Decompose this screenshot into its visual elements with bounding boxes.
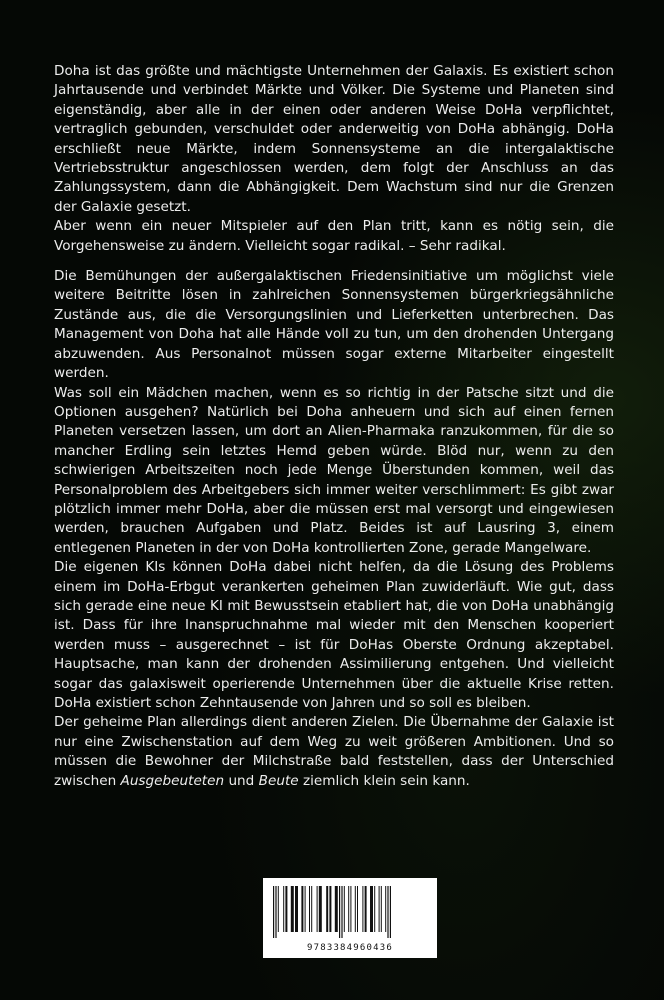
barcode-bar (329, 886, 331, 932)
barcode-bar (283, 886, 284, 932)
barcode-bars (271, 886, 429, 938)
barcode-bar (387, 886, 388, 938)
barcode-bar (339, 886, 340, 938)
barcode-bar (362, 886, 363, 932)
back-cover-blurb (54, 62, 614, 791)
barcode-bar (295, 886, 298, 932)
barcode-bar (370, 886, 373, 932)
barcode-bar (381, 886, 382, 932)
barcode-bar (344, 886, 345, 932)
barcode-bar (326, 886, 328, 932)
barcode-bar (273, 886, 274, 938)
barcode-bar (335, 886, 338, 932)
blurb-paragraph-5: Die eigenen KIs können DoHa dabei nicht helfen, da die Lösung des Problems einem im DoHa-Erbgut verankerten geheimen Plan zuwiderläuft. Wie gut, dass sich gerade eine neue KI mit Bewusstsein etabliert hat, die von DoHa unabhängig ist. Dass für ihre Inanspruchnahme mal wieder mit den Menschen kooperiert werden muss – ausgerechnet – ist für DoHas Oberste Ordnung akzeptabel. Hauptsache, man kann der drohenden Assimilierung entgehen. Und vielleicht sogar das galaxisweit operierende Unternehmen über die aktuelle Krise retten. DoHa existiert schon Zehntausende von Jahren und so soll es bleiben. (54, 559, 614, 711)
barcode-bar (365, 886, 367, 932)
barcode-bar (319, 886, 322, 932)
barcode-bar (379, 886, 380, 932)
barcode-bar (341, 886, 342, 938)
blurb-paragraph-6 (54, 713, 614, 791)
barcode-bar (357, 886, 358, 932)
blurb-paragraph-3: Die Bemühungen der außergalaktischen Friedensinitiative um möglichst viele weitere Beitritte lösen in zahlreichen Sonnensystemen bürgerkriegsähnliche Zustände aus, die die Versorgungslinien und Lieferketten unterbrechen. Das Management von Doha hat alle Hände voll zu tun, um den drohenden Untergang abzuwenden. Aus Personalnot müssen sogar externe Mitarbeiter eingestellt werden. (54, 268, 614, 382)
blurb-italic-beute: Beute (258, 772, 299, 789)
barcode-bar (348, 886, 349, 932)
blurb-italic-ausgebeuteten: Ausgebeuteten (120, 772, 225, 789)
barcode-bar (317, 886, 318, 932)
blurb-paragraph-2: Aber wenn ein neuer Mitspieler auf den Plan tritt, kann es nötig sein, die Vorgehensweise zu ändern. Vielleicht sogar radikal. – Sehr radikal. (54, 218, 614, 254)
barcode-bar (350, 886, 351, 932)
barcode-bar (390, 886, 391, 938)
blurb-paragraph-4: Was soll ein Mädchen machen, wenn es so richtig in der Patsche sitzt und die Optionen ausgehen? Natürlich bei Doha anheuern und sich auf einen fernen Planeten versetzen lassen, um dort an Alien-Pharmaka ranzukommen, für die so mancher Erdling sein letztes Hemd geben würde. Blöd nur, wenn zu den schwierigen Arbeitszeiten noch jede Menge Überstunden kommen, weil das Personalproblem des Arbeitgebers sich immer weiter verschlimmert: Es gibt zwar plötzlich immer mehr DoHa, aber die müssen erst mal versorgt und eingewiesen werden, brauchen Aufgaben und Platz. Beides ist auf Lausring 3, einem entlegenen Planeten in der von DoHa kontrollierten Zone, gerade Mangelware. (54, 384, 614, 556)
barcode-bar (355, 886, 356, 932)
blurb-paragraph-1: Doha ist das größte und mächtigste Unternehmen der Galaxis. Es existiert schon Jahrtausende und verbindet Märkte und Völker. Die Systeme und Planeten sind eigenständig, aber alle in der einen oder anderen Weise DoHa verpflichtet, vertraglich gebunden, verschuldet oder anderweitig von DoHa abhängig. DoHa erschließt neue Märkte, indem Sonnensysteme an die intergalaktische Vertriebsstruktur angeschlossen werden, dem folgt der Anschluss an das Zahlungssystem, dann die Abhängigkeit. Dem Wachstum sind nur die Grenzen der Galaxie gesetzt. (54, 63, 614, 215)
barcode-bar (374, 886, 375, 932)
barcode-bar (309, 886, 310, 932)
isbn-digits: 9783384960436 (306, 943, 394, 953)
blurb-paragraph-6-and: und (224, 772, 259, 789)
barcode-bar (275, 886, 276, 938)
barcode-bar (385, 886, 386, 932)
barcode-bar (305, 886, 306, 932)
barcode-bar (301, 886, 303, 932)
blurb-paragraph-6-end: ziemlich klein sein kann. (298, 772, 470, 789)
barcode-bar (278, 886, 279, 932)
isbn-barcode (263, 878, 437, 958)
barcode-bar (311, 886, 312, 932)
barcode-bar (291, 886, 294, 932)
blurb-paragraph-6-text: Der geheime Plan allerdings dient anderen Zielen. Die Übernahme der Galaxie ist nur eine Zwischenstation auf dem Weg zu weit größeren Ambitionen. Und so müssen die Bewohner der Milchstraße bald feststellen, dass der Unterschied zwischen (54, 714, 614, 789)
barcode-bar (285, 886, 287, 932)
